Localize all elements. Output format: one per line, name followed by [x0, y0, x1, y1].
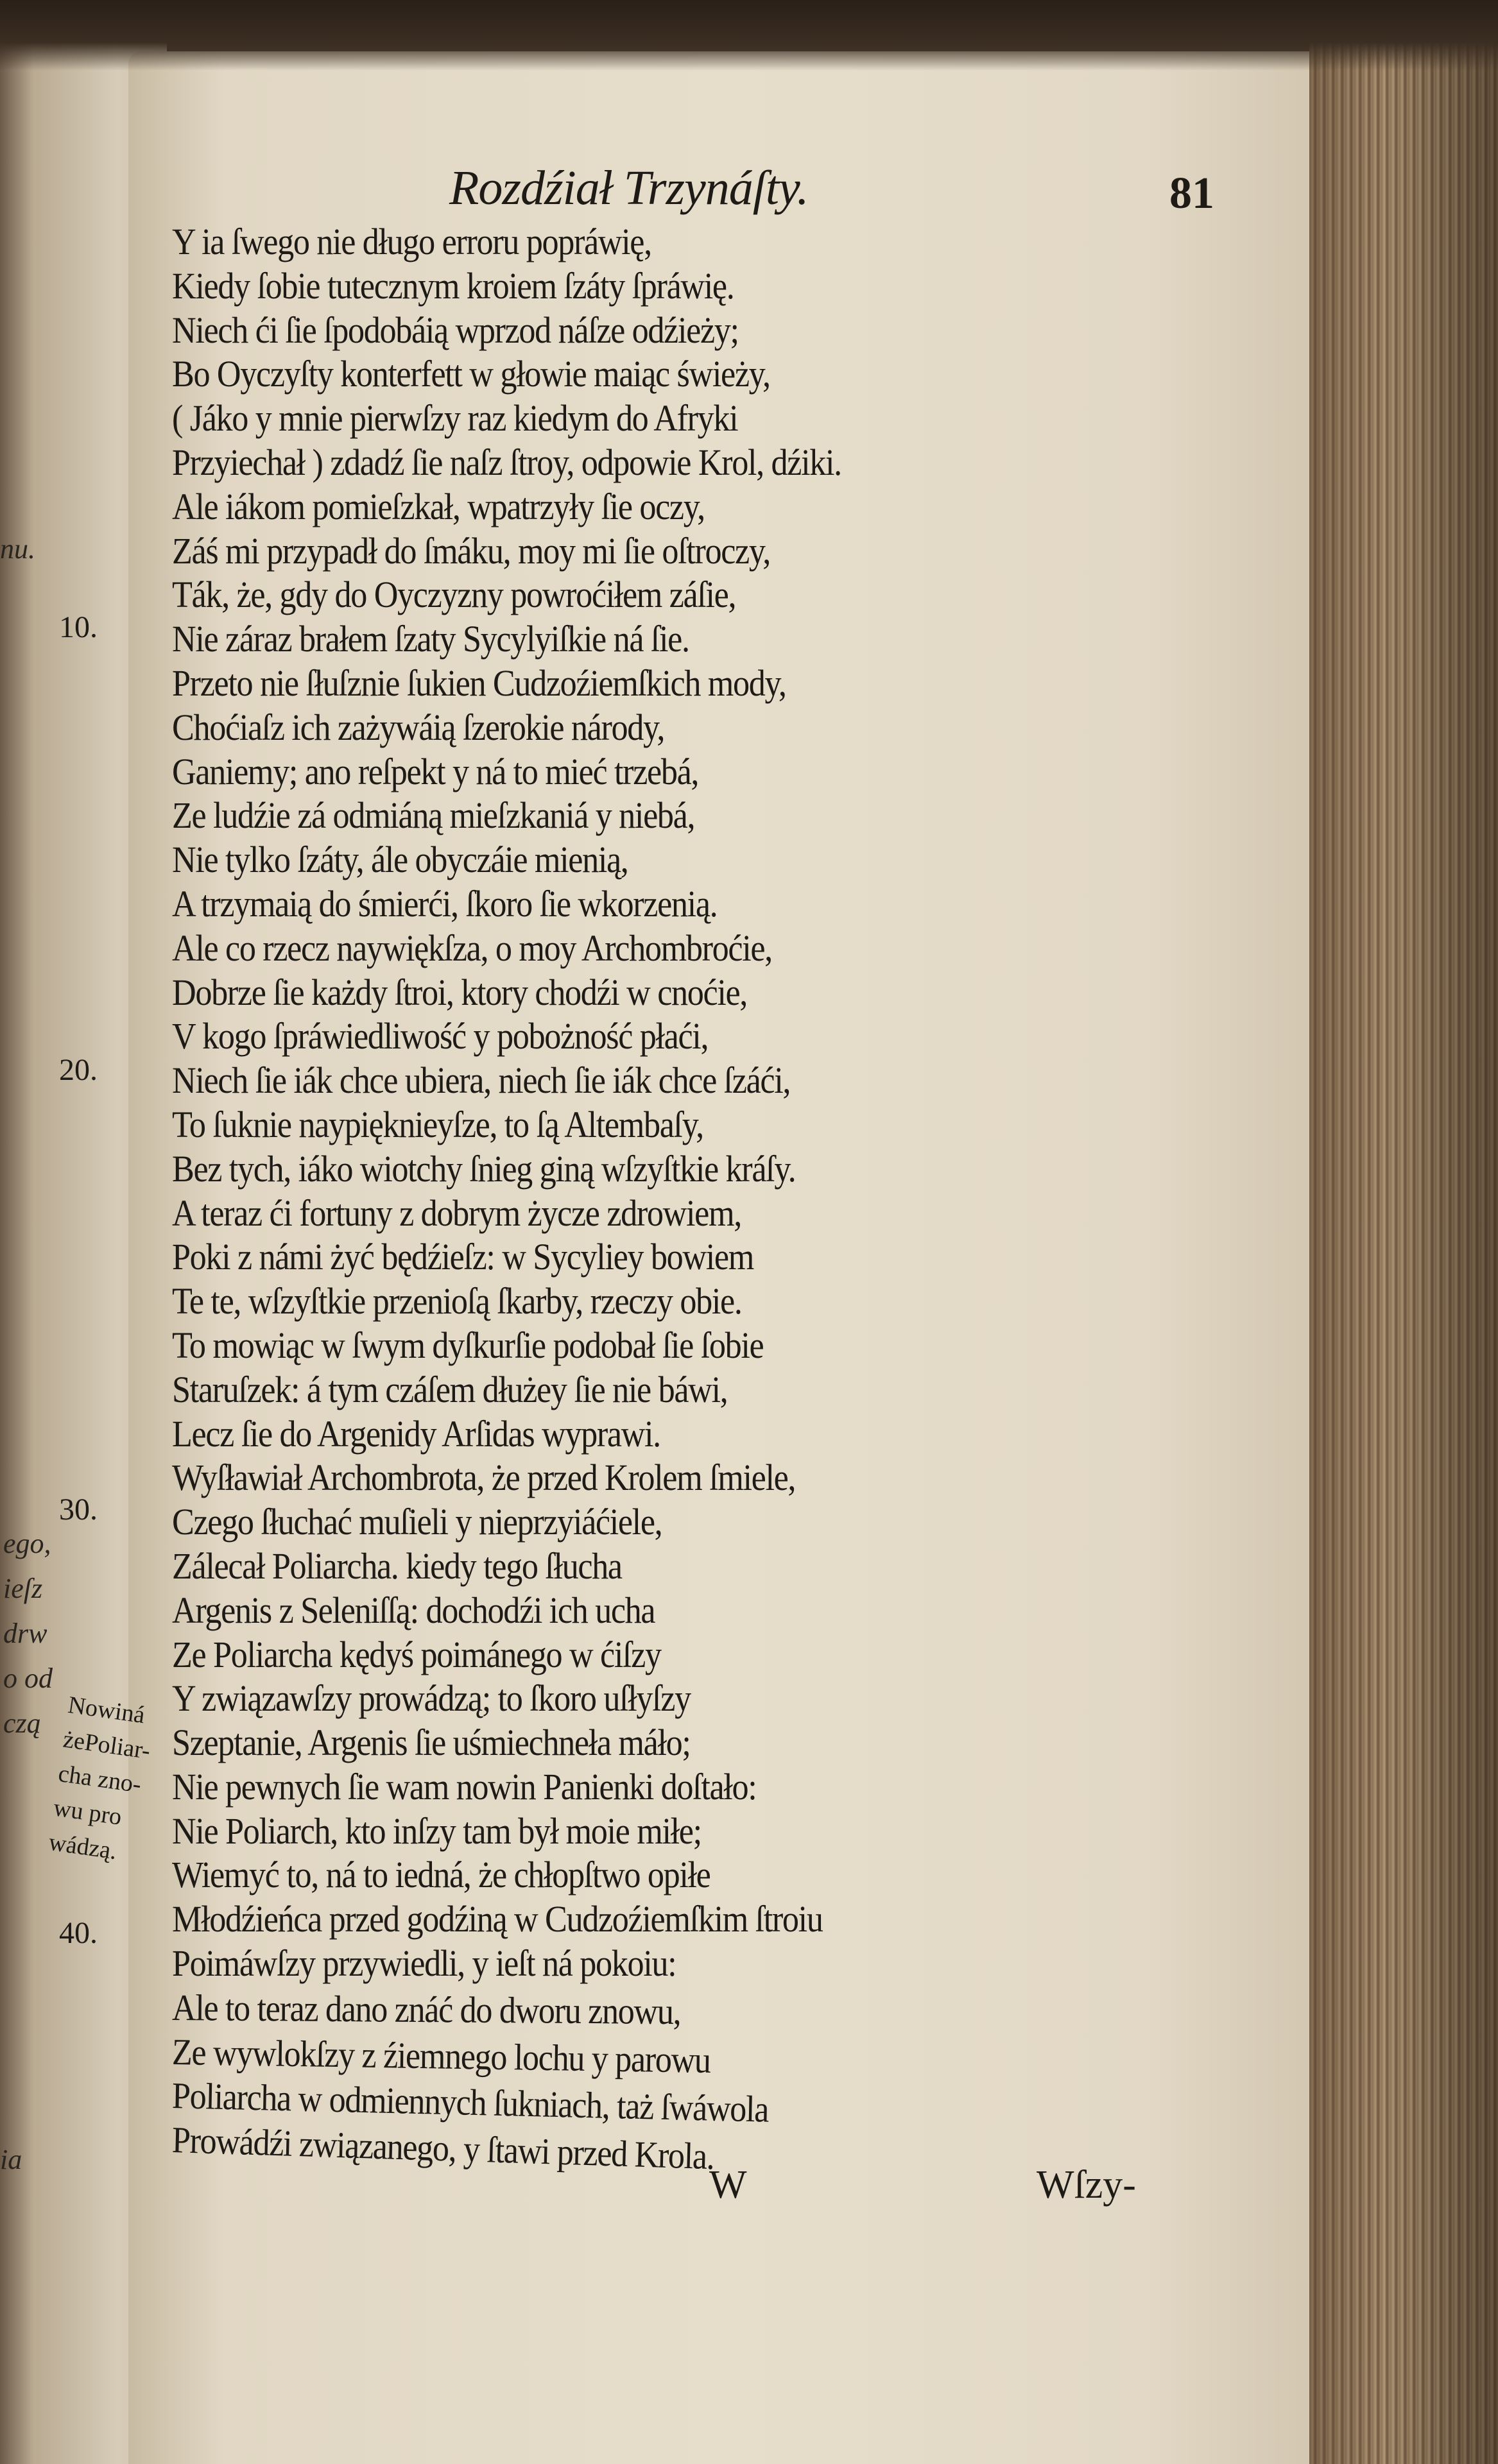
verse-line: Poliarcha w odmiennych ſukniach, taż ſwáwola	[171, 2075, 769, 2131]
verse-line: Dobrze ſie każdy ſtroi, ktory chodźi w cnoćie,	[172, 971, 748, 1013]
verse-line: Ze Poliarcha kędyś poimánego w ćiſzy	[172, 1633, 661, 1675]
margin-note-line: żePoliar-	[61, 1725, 152, 1765]
line-number: 10.	[59, 610, 98, 644]
verse-line: Kiedy ſobie tutecznym kroiem ſzáty ſpráwię.	[172, 264, 734, 307]
verse-line: Prowádźi związanego, y ſtawi przed Krola.	[171, 2119, 715, 2178]
verse-line: Ale iákom pomieſzkał, wpatrzyły ſie oczy,	[172, 485, 705, 527]
verse-line: ( Jáko y mnie pierwſzy raz kiedym do Afryki	[172, 397, 738, 440]
left-page-fragment: czą	[3, 1707, 41, 1739]
chapter-title: Rozdźiał Trzynáſty.	[449, 161, 809, 215]
verse-line: A trzymaią do śmierći, ſkoro ſie wkorzenią.	[172, 882, 718, 925]
verse-line: Przeto nie ſłuſznie ſukien Cudzoźiemſkich mody,	[172, 662, 786, 704]
top-shadow	[0, 0, 1498, 71]
left-page-fragment: nu.	[0, 533, 35, 565]
verse-line: Záś mi przypadł do ſmáku, moy mi ſie oſtroczy,	[172, 529, 770, 572]
line-number: 30.	[59, 1493, 98, 1527]
margin-note-line: wádzą.	[47, 1828, 119, 1865]
verse-line: Ale co rzecz naywiękſza, o moy Archombroćie,	[172, 927, 772, 969]
left-page-fragment: ia	[0, 2144, 22, 2175]
catchword: Wſzy-	[1037, 2163, 1136, 2207]
verse-line: Zálecał Poliarcha. kiedy tego ſłucha	[172, 1544, 622, 1587]
edge-shadow	[1309, 38, 1498, 2464]
verse-line: Y związawſzy prowádzą; to ſkoro uſłyſzy	[172, 1677, 691, 1720]
verse-line: Bo Oyczyſty konterfett w głowie maiąc świeży,	[172, 353, 770, 395]
verse-line: Nie pewnych ſie wam nowin Panienki doſtało:	[172, 1765, 757, 1808]
verse-line: Ták, że, gdy do Oyczyzny powroćiłem záſie,	[172, 574, 736, 616]
verse-line: Czego ſłuchać muſieli y nieprzyiáćiele,	[172, 1501, 662, 1543]
verse-line: Te te, wſzyſtkie przenioſą ſkarby, rzeczy obie.	[172, 1280, 742, 1322]
verse-line: A teraz ći fortuny z dobrym życze zdrowiem,	[172, 1192, 741, 1234]
signature-mark: W	[709, 2163, 747, 2207]
left-page-fragment: ego,	[3, 1528, 51, 1559]
verse-line: Poimáwſzy przywiedli, y ieſt ná pokoiu:	[172, 1942, 676, 1985]
verse-line: Bez tych, iáko wiotchy ſnieg giną wſzyſtkie kráſy.	[172, 1147, 796, 1190]
verse-line: Niech ſie iák chce ubiera, niech ſie iák chce ſzáći,	[172, 1059, 791, 1102]
verse-line: Wiemyć to, ná to iedná, że chłopſtwo opiłe	[172, 1854, 710, 1896]
verse-line: Argenis z Seleniſſą: dochodźi ich ucha	[172, 1589, 655, 1631]
verse-line: Staruſzek: á tym czáſem dłużey ſie nie báwi,	[172, 1368, 728, 1410]
verse-line: Nie Poliarch, kto inſzy tam był moie miłe;	[172, 1810, 702, 1852]
verse-line: Nie záraz brałem ſzaty Sycylyiſkie ná ſie.	[172, 618, 689, 660]
verse-line: To ſuknie naypięknieyſze, to ſą Altembaſy,	[172, 1103, 703, 1145]
verse-line: Ze ludźie zá odmiáną mieſzkaniá y niebá,	[172, 794, 695, 837]
verse-line: Młodźieńca przed godźiną w Cudzoźiemſkim ſtroiu	[172, 1898, 823, 1940]
poem-text	[171, 220, 916, 2178]
left-page-fragment: ieſz	[3, 1573, 43, 1604]
verse-line: Ganiemy; ano reſpekt y ná to mieć trzebá,	[172, 750, 699, 792]
line-number: 20.	[59, 1053, 98, 1087]
line-number: 40.	[59, 1916, 98, 1950]
margin-note-line: Nowiná	[66, 1691, 147, 1729]
verse-line: Ale to teraz dano znáć do dworu znowu,	[171, 1986, 681, 2033]
page-number: 81	[1169, 169, 1214, 218]
verse-line: Przyiechał ) zdadź ſie naſz ſtroy, odpowie Krol, dźiki.	[172, 441, 841, 483]
verse-line: Szeptanie, Argenis ſie uśmiechneła máło;	[172, 1722, 691, 1764]
margin-note-line: wu pro	[51, 1794, 124, 1831]
verse-line: Poki z námi żyć będźieſz: w Sycyliey bowiem	[172, 1236, 753, 1278]
margin-note-line: cha zno-	[56, 1759, 143, 1799]
verse-line: To mowiąc w ſwym dyſkurſie podobał ſie ſobie	[172, 1324, 764, 1366]
left-page-fragment: drw	[3, 1618, 47, 1649]
verse-line: Wyſławiał Archombrota, że przed Krolem ſmiele,	[172, 1457, 796, 1499]
verse-line: Ze wywlokſzy z źiemnego lochu y parowu	[171, 2030, 711, 2081]
verse-line: Nie tylko ſzáty, ále obyczáie mienią,	[172, 839, 628, 881]
verse-line: Niech ći ſie ſpodobáią wprzod náſze odźieży;	[172, 309, 739, 351]
left-page-fragment: o od	[3, 1663, 53, 1694]
verse-line: V kogo ſpráwiedliwość y pobożność płaći,	[172, 1015, 709, 1057]
verse-line: Lecz ſie do Argenidy Arſidas wyprawi.	[172, 1412, 660, 1455]
verse-line: Y ia ſwego nie długo erroru popráwię,	[172, 221, 651, 262]
verse-line: Choćiaſz ich zażywáią ſzerokie národy,	[172, 706, 665, 748]
